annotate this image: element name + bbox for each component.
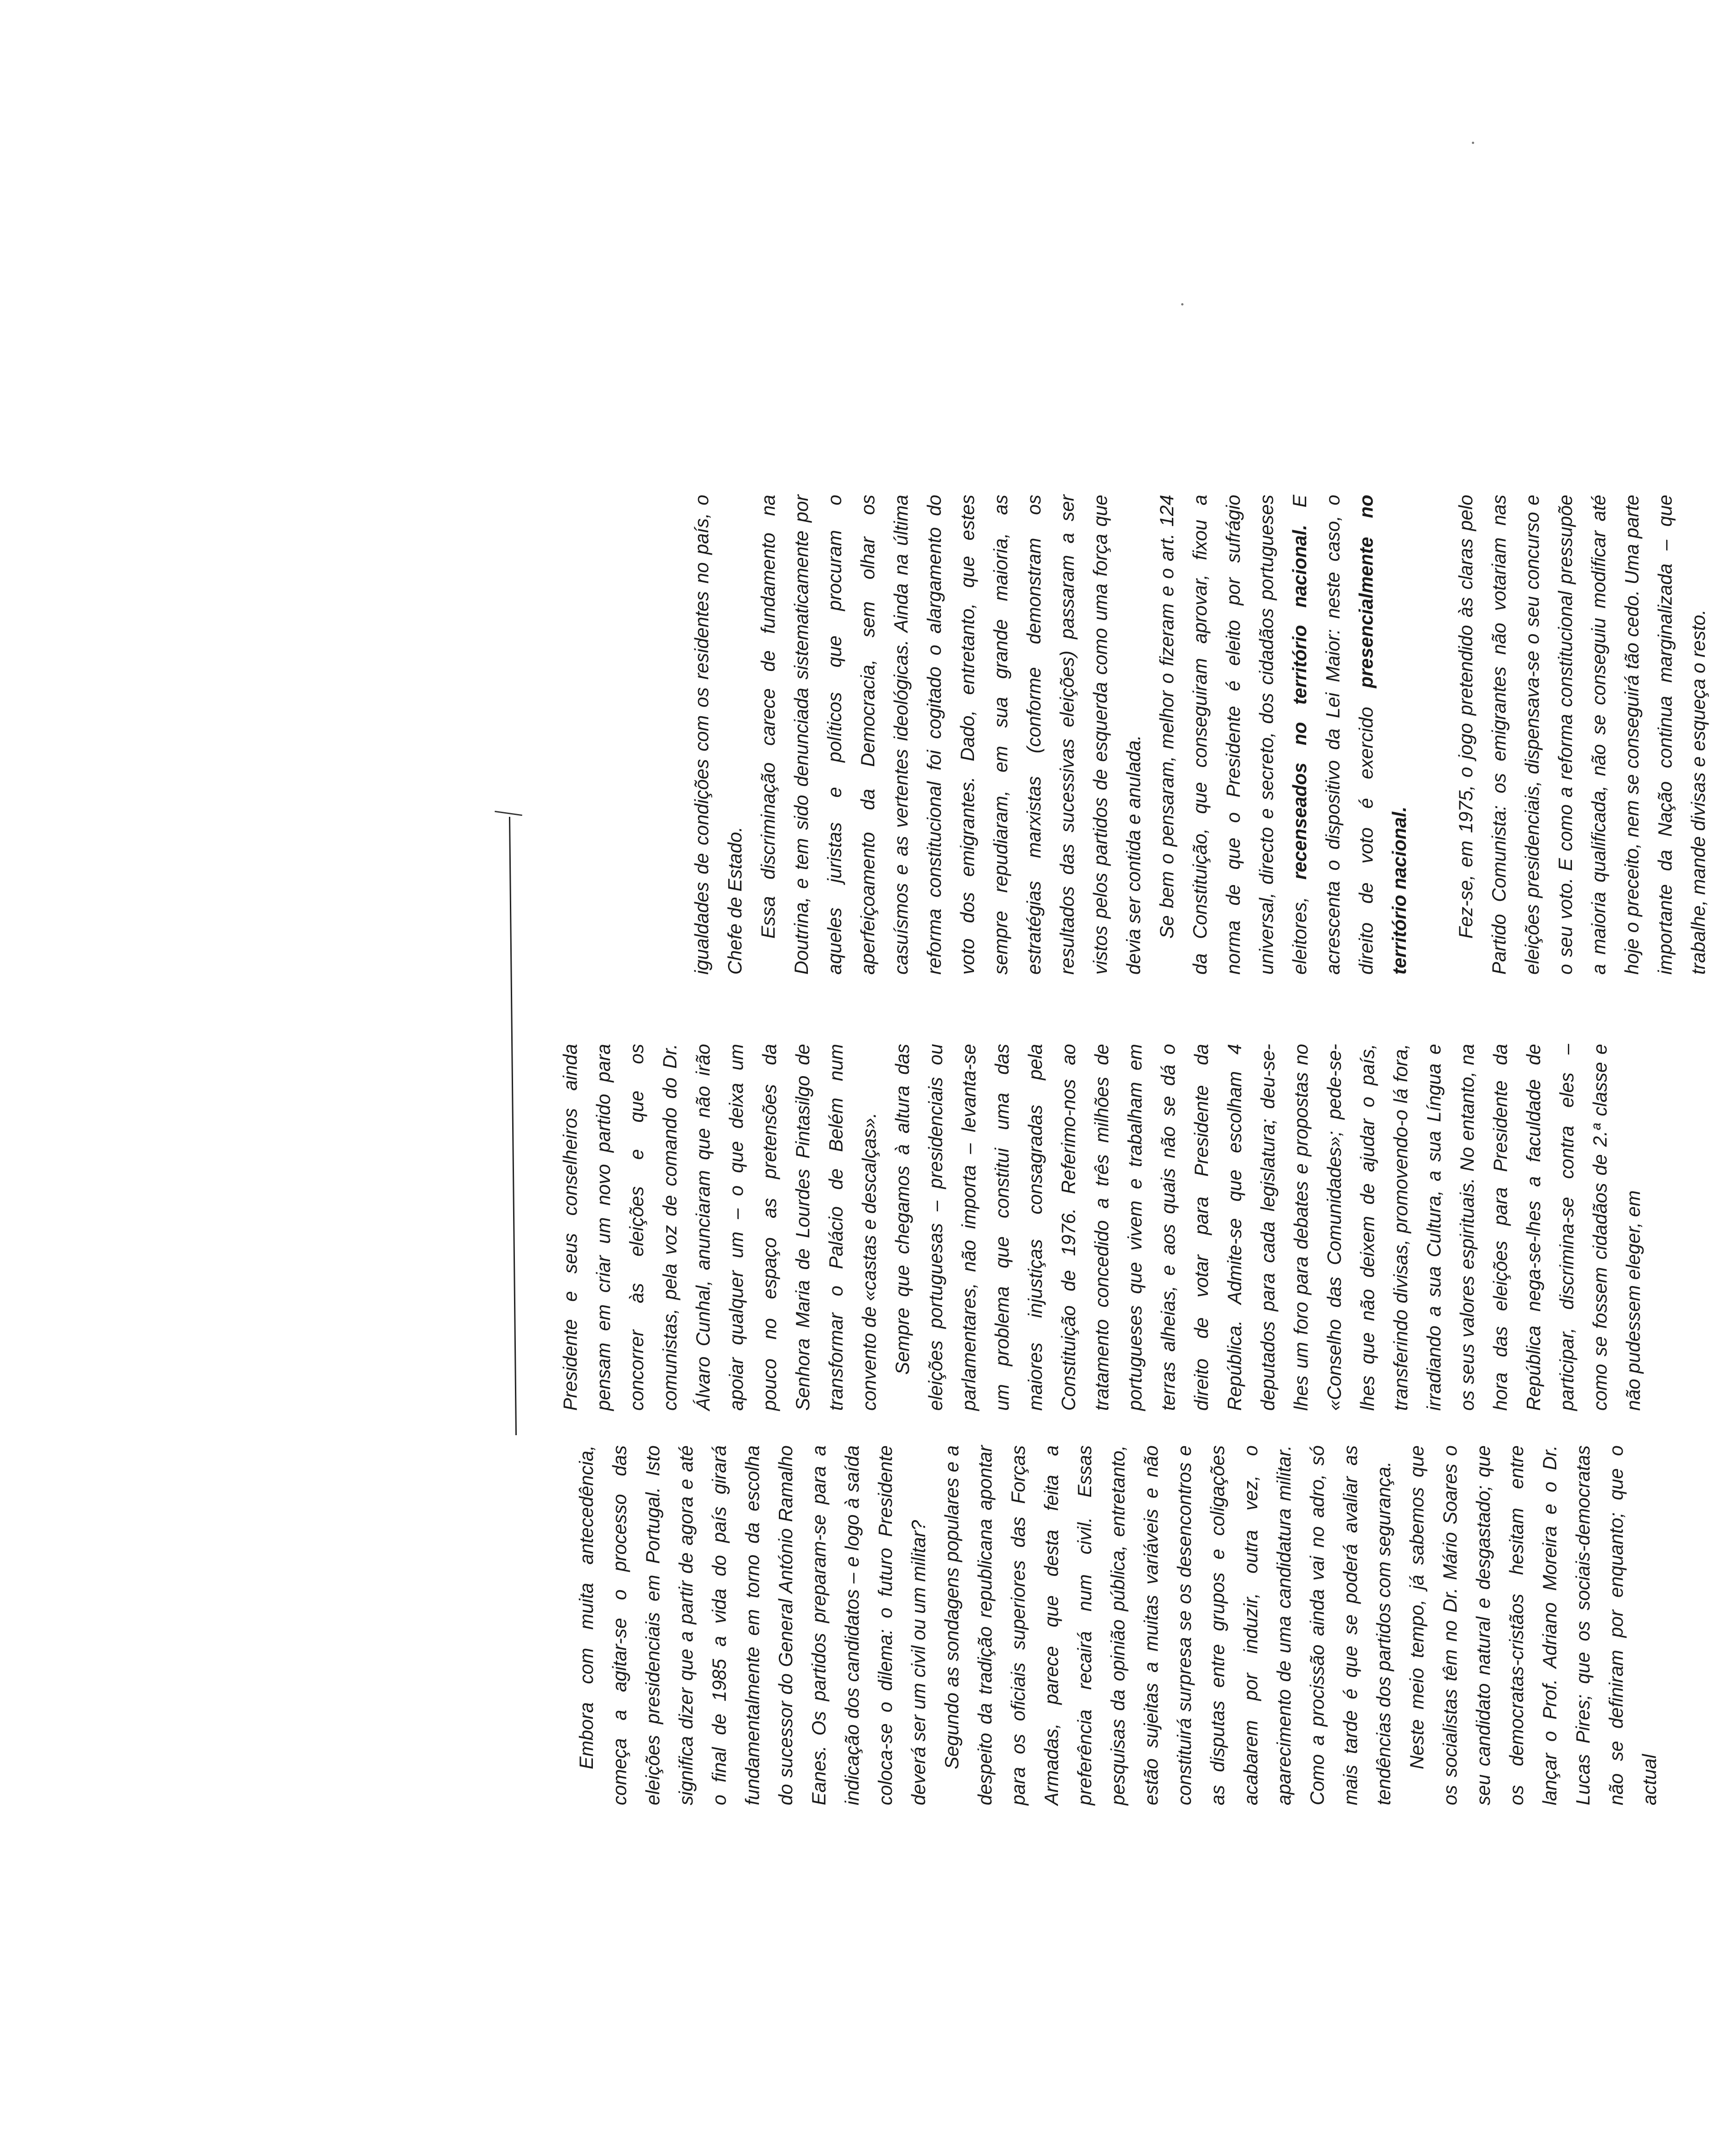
rule-tick-mark: [495, 811, 522, 816]
bold-emphasis: presencialmente no território nacional.: [1355, 495, 1410, 975]
bold-emphasis: recenseados no território nacional.: [1289, 525, 1310, 880]
article-column-3: [685, 495, 1715, 975]
paragraph: Fez-se, em 1975, o jogo pretendido às claras pelo Partido Comunista: os emigrantes não votariam nas eleições presidenciais, dispensava-se o seu concurso e o seu voto. E como a reforma constitucional pressupõe a maioria qualificada, não se conseguiu modificar até hoje o preceito, nem se conseguirá tão cedo. Uma parte importante da Nação continua marginalizada – que trabalhe, mande divisas e esqueça o resto.: [1455, 495, 1709, 975]
paragraph: Segundo as sondagens populares e a despeito da tradição republicana apontar para os oficiais superiores das Forças Armadas, parece que desta feita a preferência recairá num civil. Essas pesquisas da opinião pública, entretanto, estão sujeitas a muitas variáveis e não constituirá surpresa se os desencontros e as disputas entre grupos e coligações acabarem por induzir, outra vez, o aparecimento de uma candidatura militar. Como a procissão ainda vai no adro, só mais tarde é que se poderá avaliar as tendências dos partidos com segurança.: [941, 1445, 1394, 1805]
scan-speck: [1181, 303, 1183, 305]
article-column-2: [554, 1044, 1650, 1411]
section-rule: [509, 817, 517, 1435]
paragraph: Presidente e seus conselheiros ainda pensam em criar um novo partido para concorrer às eleições e que os comunistas, pela voz de comando do Dr. Álvaro Cunhal, anunciaram que não irão apoiar qualquer um – o que deixa um pouco no espaço as pretensões da Senhora Maria de Lourdes Pintasilgo de transformar o Palácio de Belém num convento de «castas e descalças».: [559, 1044, 880, 1411]
text-run: Se bem o pensaram, melhor o fizeram e o art. 124 da Constituição, que conseguiram aprovar, fixou a norma de que o Presidente é eleito por sufrágio universal, directo e secreto, dos cidadãos portugueses eleitores,: [1156, 495, 1310, 975]
article-column-1: [570, 1445, 1666, 1805]
paragraph: Sempre que chegamos à altura das eleições portuguesas – presidenciais ou parlamentares, não importa – levanta-se um problema que constitui uma das maiores injustiças consagradas pela Constituição de 1976. Referimo-nos ao tratamento concedido a três milhões de portugueses que vivem e trabalham em terras alheias, e aos quais não se dá o direito de votar para Presidente da República. Admite-se que escolham 4 deputados para cada legislatura; deu-se-lhes um foro para debates e propostas no «Conselho das Comunidades»; pede-se-lhes que não deixem de ajudar o país, transferindo divisas, promovendo-o lá fora, irradiando a sua Cultura, a sua Língua e os seus valores espirituais. No entanto, na hora das eleições para Presidente da República nega-se-lhes a faculdade de participar, discrimina-se contra eles – como se fossem cidadãos de 2.ª classe e não pudessem eleger, em: [891, 1044, 1644, 1411]
paragraph: igualdades de condições com os residentes no país, o Chefe de Estado.: [691, 495, 746, 975]
scan-speck: [1472, 142, 1474, 144]
paragraph: Essa discriminação carece de fundamento na Doutrina, e tem sido denunciada sistematicamente por aqueles juristas e políticos que procuram o aperfeiçoamento da Democracia, sem olhar os casuísmos e as vertentes ideológicas. Ainda na última reforma constitucional foi cogitado o alargamento do voto dos emigrantes. Dado, entretanto, que estes sempre repudiaram, em sua grande maioria, as estratégias marxistas (conforme demonstram os resultados das sucessivas eleições) passaram a ser vistos pelos partidos de esquerda como uma força que devia ser contida e anulada.: [757, 495, 1144, 975]
paragraph: [1150, 495, 1416, 975]
text-run: E acrescenta o dispositivo da Lei Maior: neste caso, o direito de voto é exercido: [1289, 495, 1377, 975]
paragraph: Embora com muita antecedência, começa a agitar-se o processo das eleições presidenciais em Portugal. Isto significa dizer que a partir de agora e até o final de 1985 a vida do país girará fundamentalmente em torno da escolha do sucessor do General António Ramalho Eanes. Os partidos preparam-se para a indicação dos candidatos – e logo à saída coloca-se o dilema: o futuro Presidente deverá ser um civil ou um militar?: [575, 1445, 929, 1805]
paragraph: Neste meio tempo, já sabemos que os socialistas têm no Dr. Mário Soares o seu candidato natural e desgastado; que os democratas-cristãos hesitam entre lançar o Prof. Adriano Moreira e o Dr. Lucas Pires; que os sociais-democratas não se definiram por enquanto; que o actual: [1406, 1445, 1660, 1805]
